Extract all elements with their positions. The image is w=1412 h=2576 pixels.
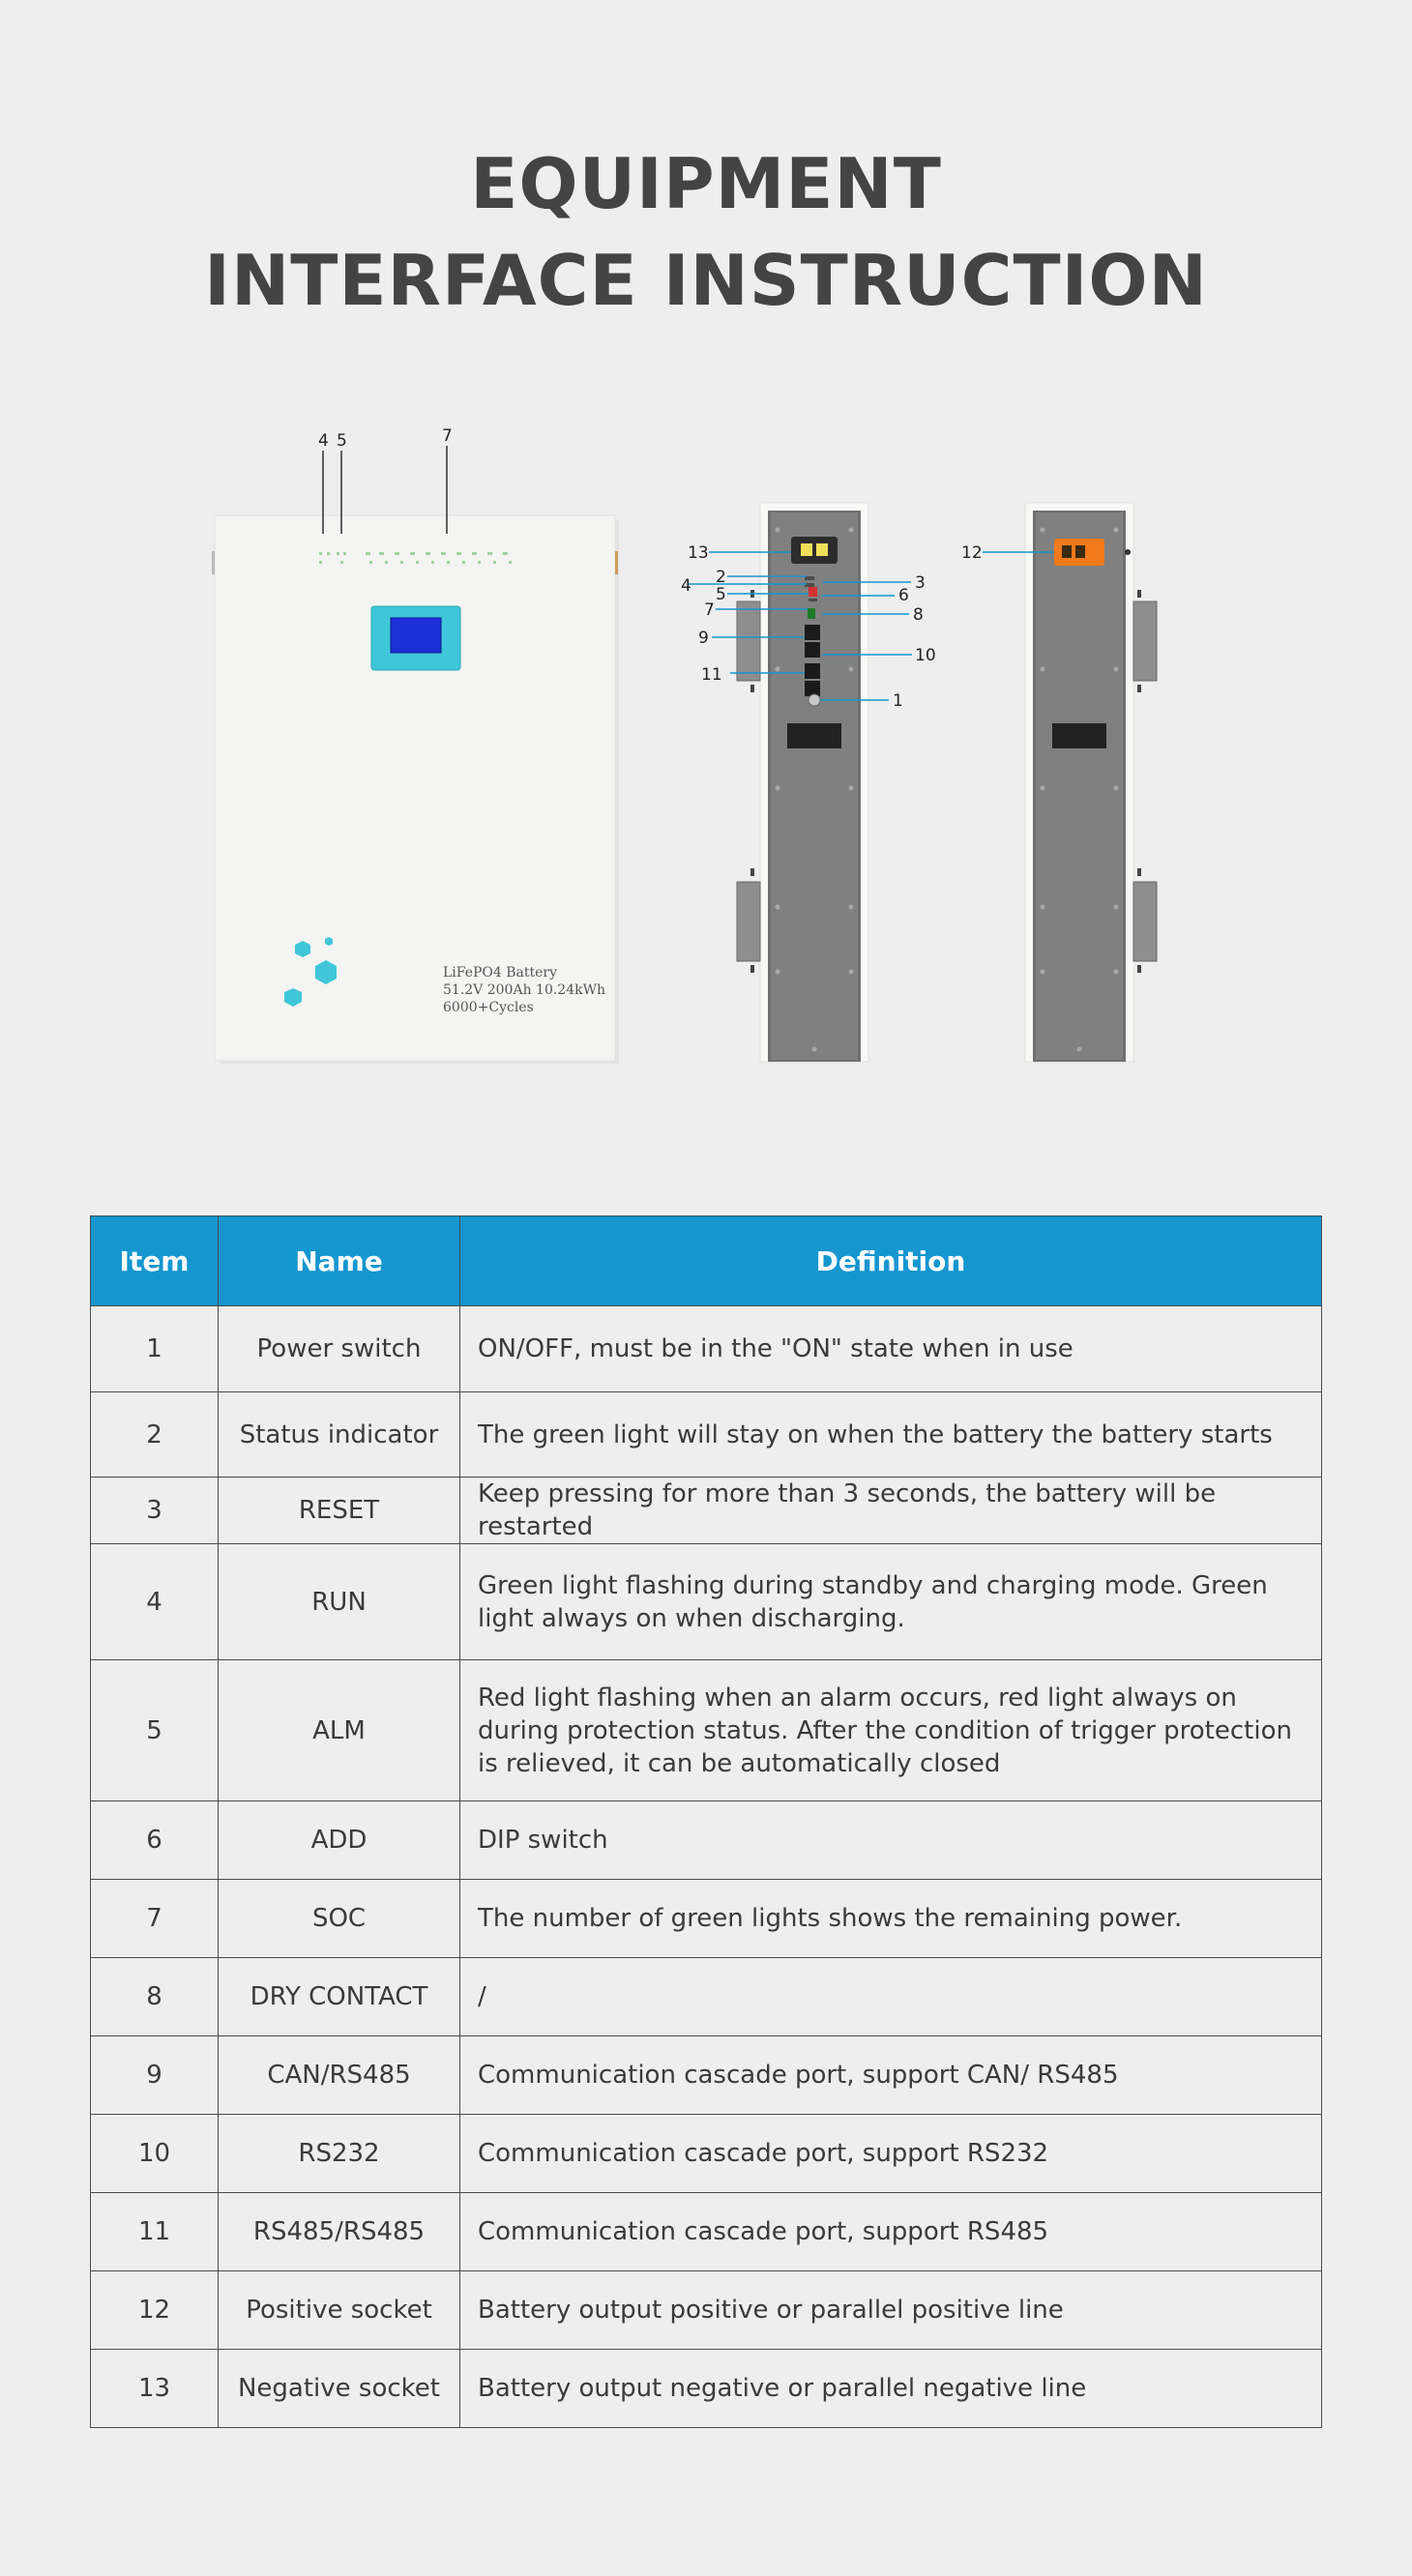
row-item: 12	[91, 2271, 219, 2350]
title-line-2: INTERFACE INSTRUCTION	[204, 240, 1208, 321]
row-name: RUN	[219, 1544, 460, 1660]
row-item: 8	[91, 1958, 219, 2036]
row-name: RESET	[219, 1478, 460, 1544]
row-definition: Keep pressing for more than 3 seconds, the battery will be restarted	[460, 1478, 1322, 1544]
row-item: 3	[91, 1478, 219, 1544]
front-view	[212, 426, 619, 1064]
row-item: 6	[91, 1801, 219, 1880]
rear-view	[961, 503, 1157, 1062]
side-view	[681, 503, 936, 1062]
table-row	[91, 2115, 1322, 2193]
table-row	[91, 2193, 1322, 2271]
row-name: DRY CONTACT	[219, 1958, 460, 2036]
side-callout-5: 5	[716, 585, 726, 604]
row-item: 2	[91, 1392, 219, 1478]
row-definition: Battery output negative or parallel negative line	[460, 2350, 1322, 2428]
table-row	[91, 1478, 1322, 1544]
row-item: 4	[91, 1544, 219, 1660]
side-callout-7: 7	[704, 600, 715, 620]
side-callout-6: 6	[898, 586, 909, 605]
battery-label-line-2: 51.2V 200Ah 10.24kWh	[443, 982, 605, 998]
header-name: Name	[219, 1216, 460, 1306]
row-name: SOC	[219, 1880, 460, 1958]
equipment-diagram	[0, 406, 1412, 1083]
header-item: Item	[91, 1216, 219, 1306]
row-definition: Green light flashing during standby and charging mode. Green light always on when discharging.	[460, 1544, 1322, 1660]
row-definition: The number of green lights shows the remaining power.	[460, 1880, 1322, 1958]
front-callout-5: 5	[337, 431, 347, 451]
row-definition: Battery output positive or parallel positive line	[460, 2271, 1322, 2350]
header-definition: Definition	[460, 1216, 1322, 1306]
side-callout-1: 1	[893, 691, 903, 711]
row-definition: Red light flashing when an alarm occurs, red light always on during protection status. After the condition of trigger protection is relieved, it can be automatically closed	[460, 1660, 1322, 1801]
row-name: ALM	[219, 1660, 460, 1801]
table-row	[91, 1660, 1322, 1801]
row-item: 5	[91, 1660, 219, 1801]
row-definition: /	[460, 1958, 1322, 2036]
row-name: Status indicator	[219, 1392, 460, 1478]
front-callout-7: 7	[442, 426, 453, 446]
row-name: Power switch	[219, 1306, 460, 1392]
row-item: 7	[91, 1880, 219, 1958]
table-row	[91, 1801, 1322, 1880]
row-definition: The green light will stay on when the battery the battery starts	[460, 1392, 1322, 1478]
row-definition: Communication cascade port, support RS232	[460, 2115, 1322, 2193]
row-item: 13	[91, 2350, 219, 2428]
table-header-row	[91, 1216, 1322, 1306]
table-row	[91, 2036, 1322, 2115]
row-name: Negative socket	[219, 2350, 460, 2428]
title-line-1: EQUIPMENT	[470, 143, 942, 224]
rear-callout-12: 12	[961, 543, 983, 563]
side-callout-13: 13	[688, 543, 709, 563]
table-row	[91, 1544, 1322, 1660]
row-definition: ON/OFF, must be in the "ON" state when in use	[460, 1306, 1322, 1392]
side-callout-4: 4	[681, 576, 691, 596]
side-callout-3: 3	[915, 573, 926, 593]
front-callout-4: 4	[318, 431, 329, 451]
table-row	[91, 1958, 1322, 2036]
row-name: Positive socket	[219, 2271, 460, 2350]
side-callout-11: 11	[701, 665, 722, 685]
battery-label-line-1: LiFePO4 Battery	[443, 965, 558, 981]
row-definition: DIP switch	[460, 1801, 1322, 1880]
side-callout-10: 10	[915, 646, 936, 665]
lcd-screen	[391, 618, 441, 653]
interface-table	[90, 1215, 1322, 2428]
row-name: RS232	[219, 2115, 460, 2193]
page-title	[0, 135, 1412, 329]
table-row	[91, 1392, 1322, 1478]
row-name: CAN/RS485	[219, 2036, 460, 2115]
row-item: 1	[91, 1306, 219, 1392]
side-callout-9: 9	[698, 629, 709, 648]
battery-label-line-3: 6000+Cycles	[443, 1000, 534, 1015]
row-item: 9	[91, 2036, 219, 2115]
row-name: RS485/RS485	[219, 2193, 460, 2271]
table-row	[91, 1880, 1322, 1958]
row-item: 11	[91, 2193, 219, 2271]
row-name: ADD	[219, 1801, 460, 1880]
side-callout-2: 2	[716, 568, 726, 587]
table-row	[91, 1306, 1322, 1392]
row-item: 10	[91, 2115, 219, 2193]
table-row	[91, 2271, 1322, 2350]
table-row	[91, 2350, 1322, 2428]
row-definition: Communication cascade port, support RS485	[460, 2193, 1322, 2271]
row-definition: Communication cascade port, support CAN/ RS485	[460, 2036, 1322, 2115]
side-callout-8: 8	[913, 605, 924, 625]
